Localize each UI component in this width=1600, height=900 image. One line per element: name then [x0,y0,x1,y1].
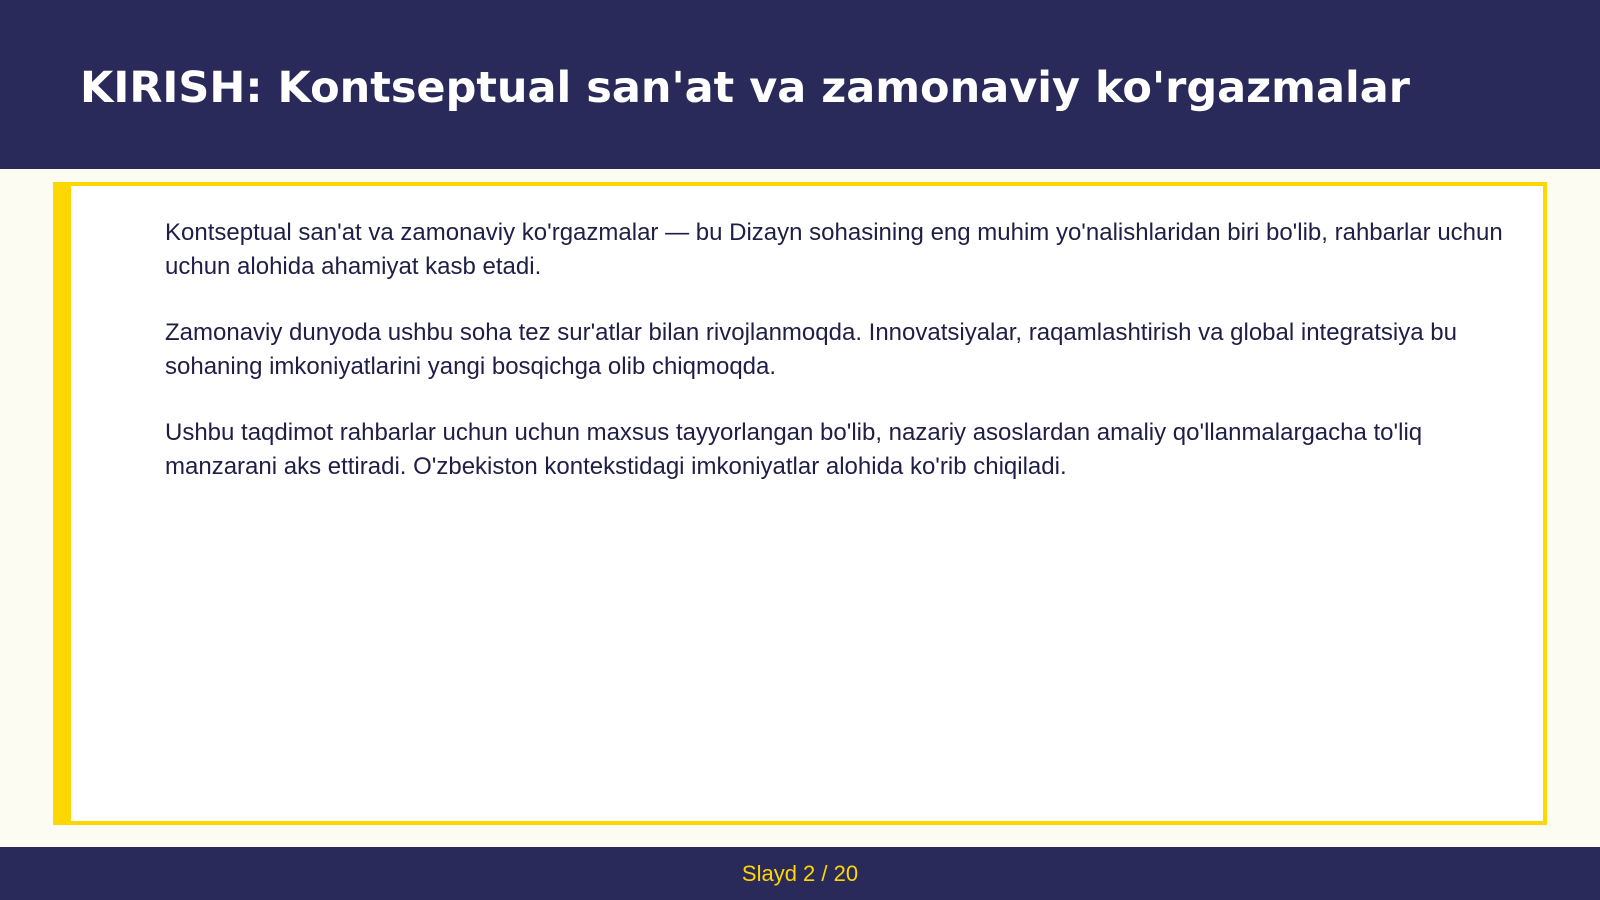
paragraph-presentation-purpose: Ushbu taqdimot rahbarlar uchun uchun maxsus tayyorlangan bo'lib, nazariy asoslardan amaliy qo'llanmalargacha to'liq manzarani aks ettiradi. O'zbekiston kontekstidagi imkoniyatlar alohida ko'rib chiqiladi. [165,419,1423,480]
content-body [165,216,1535,516]
content-card [53,182,1547,825]
slide-title: KIRISH: Kontseptual san'at va zamonaviy ko'rgazmalar [80,63,1410,113]
paragraph-modern-world: Zamonaviy dunyoda ushbu soha tez sur'atlar bilan rivojlanmoqda. Innovatsiyalar, raqamlashtirish va global integratsiya bu sohaning imkoniyatlarini yangi bosqichga olib chiqmoqda. [165,319,1457,380]
slide-footer [0,847,1600,900]
slide-header [0,0,1600,169]
paragraph-intro: Kontseptual san'at va zamonaviy ko'rgazmalar — bu Dizayn sohasining eng muhim yo'nalishlaridan biri bo'lib, rahbarlar uchun uchun alohida ahamiyat kasb etadi. [165,219,1503,280]
slide-counter: Slayd 2 / 20 [741,861,859,886]
